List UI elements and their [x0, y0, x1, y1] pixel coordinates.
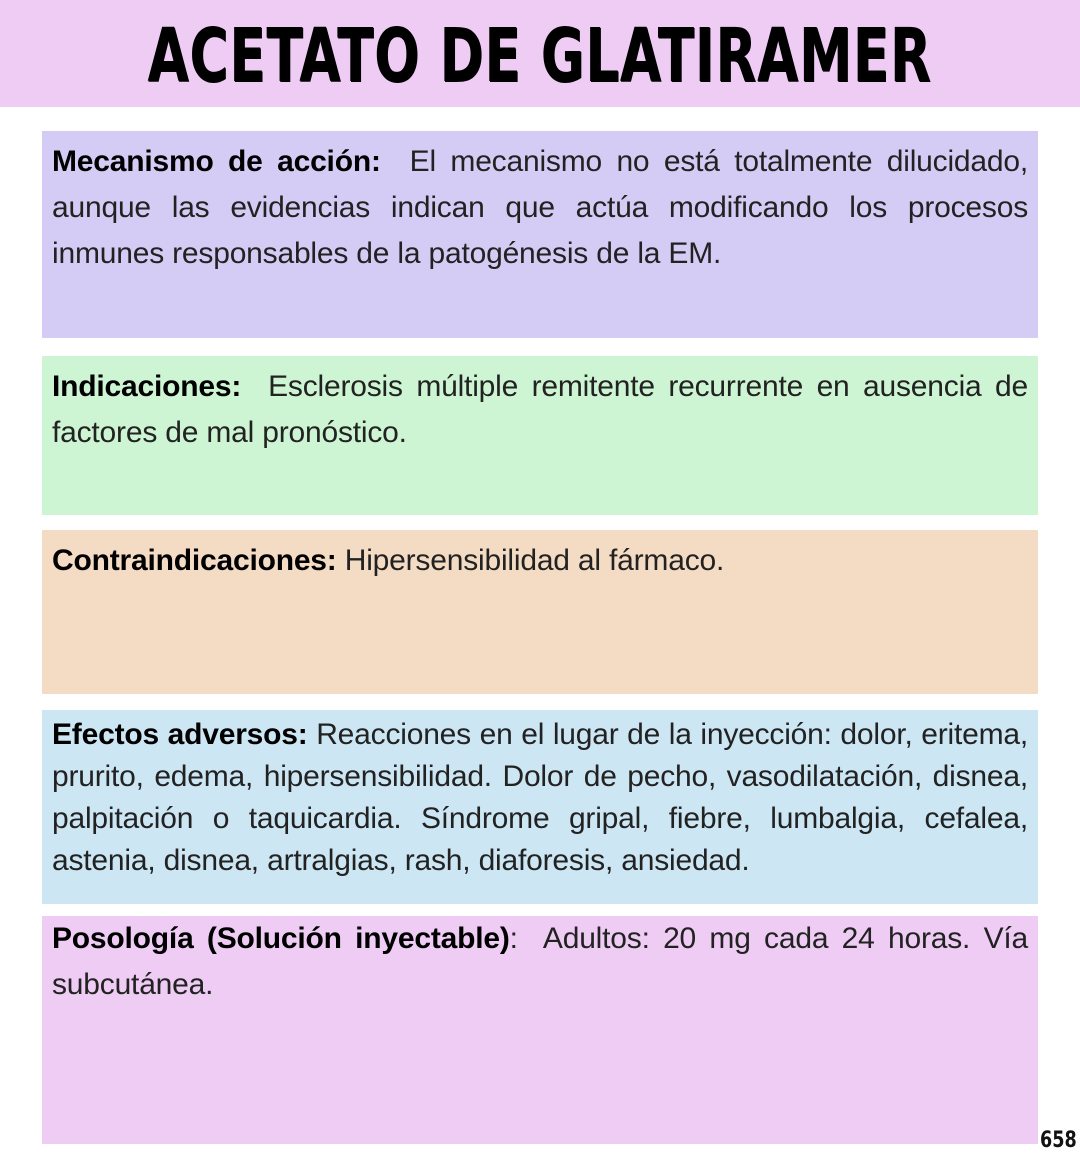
section-contraindicaciones: [42, 530, 1038, 694]
section-text: El mecanismo no está totalmente dilucidado, aunque las evidencias indican que actúa modificando los procesos inmunes responsables de la patogénesis de la EM.: [52, 145, 1028, 270]
section-posologia: [42, 916, 1038, 1144]
section-text: Reacciones en el lugar de la inyección: dolor, eritema, prurito, edema, hipersensibilidad. Dolor de pecho, vasodilatación, disnea, palpitación o taquicardia. Síndrome gripal, fiebre, lumbalgia, cefalea, astenia, disnea, artralgias, rash, diaforesis, ansiedad.: [52, 718, 1029, 877]
section-label: Indicaciones:: [52, 370, 242, 403]
section-indicaciones: [42, 356, 1038, 515]
section-label: Efectos adversos:: [52, 718, 308, 751]
section-text: Esclerosis múltiple remitente recurrente en ausencia de factores de mal pronóstico.: [52, 370, 1028, 449]
section-text: Adultos: 20 mg cada 24 horas. Vía subcutánea.: [52, 922, 1028, 1001]
section-mecanismo-de-accion: [42, 131, 1038, 338]
section-text: Hipersensibilidad al fármaco.: [344, 544, 725, 577]
title-banner: [0, 0, 1080, 107]
section-label-suffix: :: [509, 922, 518, 955]
page-title: ACETATO DE GLATIRAMER: [147, 12, 933, 99]
section-label: Mecanismo de acción:: [52, 145, 381, 178]
section-efectos-adversos: [42, 710, 1038, 904]
page-number: 658: [1040, 1128, 1077, 1153]
section-label: Contraindicaciones:: [52, 544, 337, 577]
section-label: Posología (Solución inyectable): [52, 922, 510, 955]
